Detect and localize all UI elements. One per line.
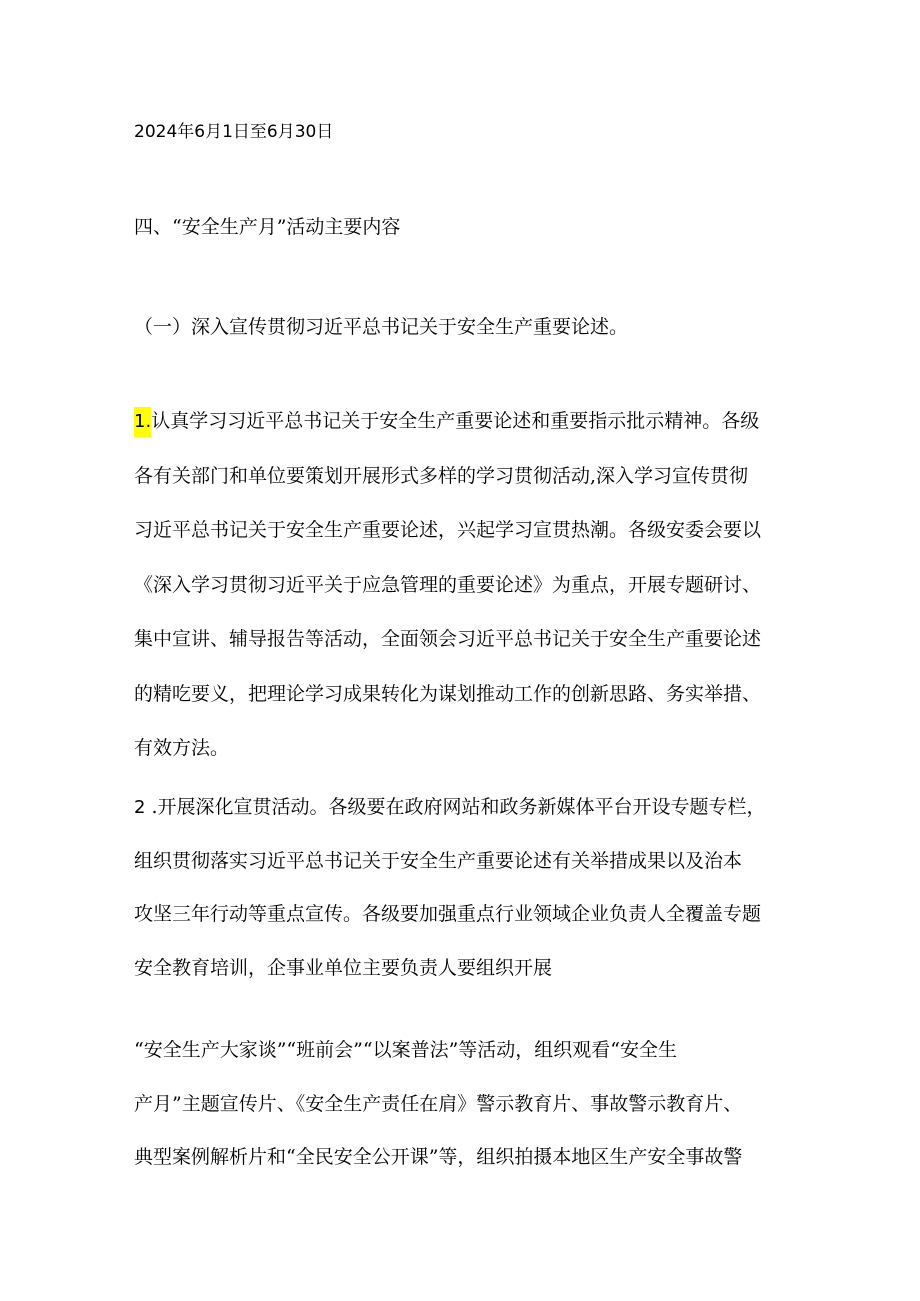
paragraph-1-text: 认真学习习近平总书记关于安全生产重要论述和重要指示批示精神。各级 <box>151 410 760 432</box>
paragraph-3 <box>134 1039 794 1200</box>
paragraph-3-line: 产月”主题宣传片、《安全生产责任在肩》警示教育片、事故警示教育片、 <box>134 1092 743 1115</box>
paragraph-1-line: 各有关部门和单位要策划开展形式多样的学习贯彻活动,深入学习宣传贯彻 <box>134 464 749 487</box>
paragraph-1-line <box>134 410 794 432</box>
subsection-heading-1: （一）深入宣传贯彻习近平总书记关于安全生产重要论述。 <box>134 316 629 338</box>
item-number: 2 <box>134 797 146 818</box>
paragraph-1 <box>134 410 794 792</box>
paragraph-1-line: 《深入学习贯彻习近平关于应急管理的重要论述》为重点，开展专题研讨、 <box>134 573 762 596</box>
paragraph-1-line: 的精吃要义，把理论学习成果转化为谋划推动工作的创新思路、务实举措、 <box>134 682 762 705</box>
paragraph-2-line: 攻坚三年行动等重点宣传。各级要加强重点行业领域企业负责人全覆盖专题 <box>134 903 762 925</box>
paragraph-1-line: 习近平总书记关于安全生产重要论述，兴起学习宣贯热潮。各级安委会要以 <box>134 519 762 541</box>
paragraph-2-line: 安全教育培训，企事业单位主要负责人要组织开展 <box>134 956 553 979</box>
highlighted-item-number: 1. <box>134 407 151 437</box>
date-range-line: 2024年6月1日至6月30日 <box>134 122 334 142</box>
paragraph-2-line <box>134 796 794 818</box>
paragraph-1-line: 集中宣讲、辅导报告等活动，全面领会习近平总书记关于安全生产重要论述 <box>134 628 762 650</box>
paragraph-2-text: .开展深化宣贯活动。各级要在政府网站和政务新媒体平台开设专题专栏， <box>145 796 766 818</box>
paragraph-2 <box>134 796 794 1010</box>
paragraph-3-line: “安全生产大家谈”“班前会”“以案普法”等活动，组织观看“安全生 <box>134 1039 677 1061</box>
paragraph-3-line: 典型案例解析片和“全民安全公开课”等，组织拍摄本地区生产安全事故警 <box>134 1146 743 1168</box>
paragraph-1-line: 有效方法。 <box>134 737 230 759</box>
paragraph-2-line: 组织贯彻落实习近平总书记关于安全生产重要论述有关举措成果以及治本 <box>134 849 743 872</box>
section-heading-4: 四、“安全生产月”活动主要内容 <box>134 216 401 238</box>
